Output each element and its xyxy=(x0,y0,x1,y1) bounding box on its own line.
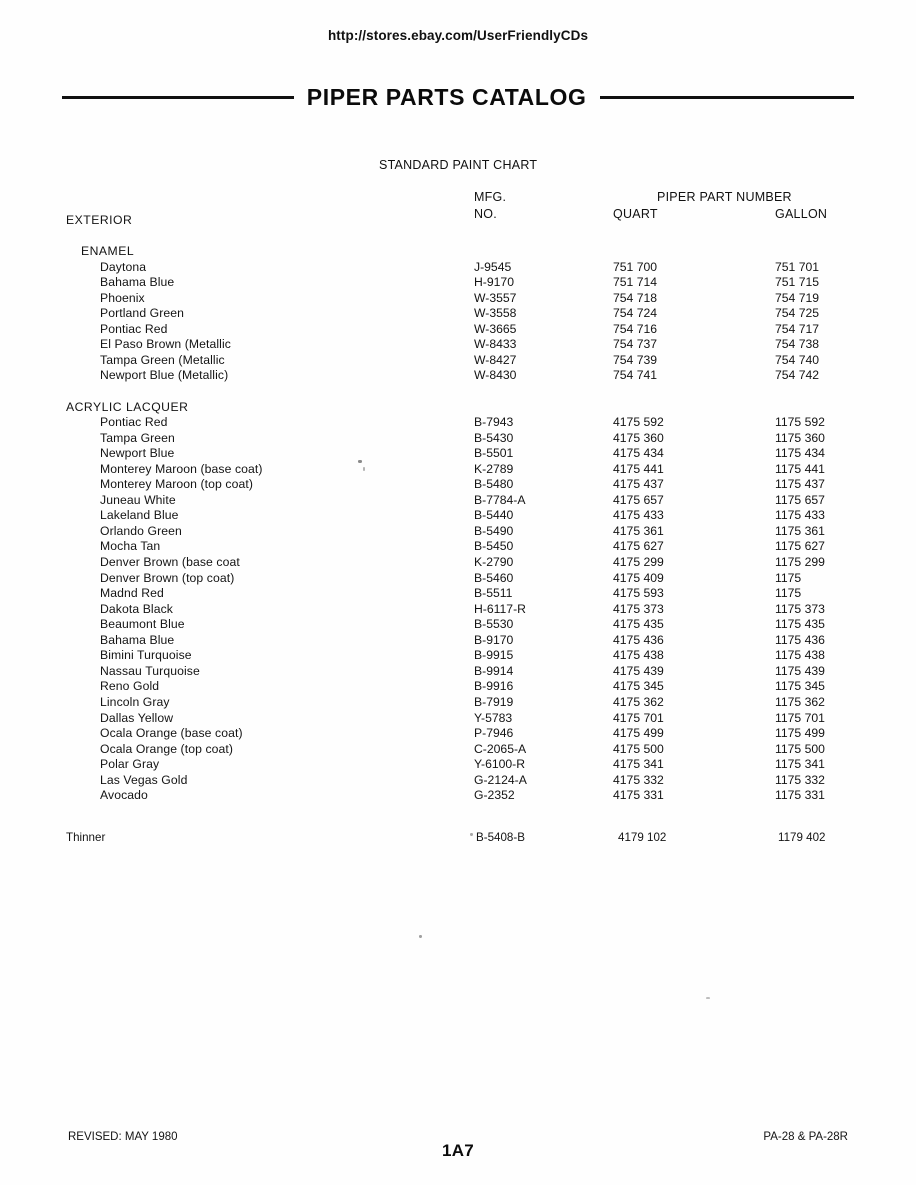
paint-row xyxy=(0,322,916,338)
paint-mfg-number: W-3558 xyxy=(474,306,517,321)
paint-color-name: Dallas Yellow xyxy=(100,710,174,725)
paint-mfg-number: Y-6100-R xyxy=(474,757,526,772)
paint-mfg-number: K-2789 xyxy=(474,461,514,476)
paint-gallon-part-number: 1175 500 xyxy=(775,741,825,756)
page-number: 1A7 xyxy=(441,1141,475,1160)
scan-speck-artifact xyxy=(419,935,422,938)
scan-speck-artifact xyxy=(363,467,365,471)
row-spacer xyxy=(0,229,916,245)
paint-quart-part-number: 4175 433 xyxy=(613,508,664,523)
paint-color-name: Lincoln Gray xyxy=(100,694,170,709)
chart-subtitle: STANDARD PAINT CHART xyxy=(379,158,538,172)
paint-color-name: Mocha Tan xyxy=(100,539,161,554)
paint-row xyxy=(0,726,916,742)
paint-gallon-part-number: 1175 361 xyxy=(775,523,825,538)
paint-quart-part-number: 4175 373 xyxy=(613,601,664,616)
paint-row xyxy=(0,757,916,773)
source-url: http://stores.ebay.com/UserFriendlyCDs xyxy=(327,28,589,43)
column-header-quart: QUART xyxy=(613,207,658,221)
paint-quart-part-number: 4175 362 xyxy=(613,694,664,709)
paint-quart-part-number: 4175 331 xyxy=(613,788,664,803)
paint-gallon-part-number: 1175 592 xyxy=(775,415,825,430)
paint-mfg-number: B-9915 xyxy=(474,648,514,663)
paint-mfg-number: B-5430 xyxy=(474,430,514,445)
paint-gallon-part-number: 754 717 xyxy=(775,321,820,336)
paint-quart-part-number: 4175 499 xyxy=(613,726,664,741)
paint-row xyxy=(0,477,916,493)
paint-gallon-part-number: 754 719 xyxy=(775,290,820,305)
paint-row xyxy=(0,462,916,478)
paint-gallon-part-number: 1175 657 xyxy=(775,492,825,507)
paint-row xyxy=(0,571,916,587)
paint-quart-part-number: 4175 299 xyxy=(613,555,664,570)
paint-quart-part-number: 4175 437 xyxy=(613,477,664,492)
paint-color-name: Monterey Maroon (top coat) xyxy=(100,477,253,492)
paint-color-name: Ocala Orange (top coat) xyxy=(100,741,234,756)
paint-color-name: Juneau White xyxy=(100,492,176,507)
paint-mfg-number: B-7919 xyxy=(474,694,514,709)
paint-row xyxy=(0,524,916,540)
paint-gallon-part-number: 1175 362 xyxy=(775,694,825,709)
scan-speck-artifact xyxy=(358,460,362,463)
paint-gallon-part-number: 754 725 xyxy=(775,306,820,321)
paint-quart-part-number: 754 716 xyxy=(613,321,658,336)
row-spacer xyxy=(0,384,916,400)
paint-color-name: Reno Gold xyxy=(100,679,160,694)
paint-color-name: Denver Brown (top coat) xyxy=(100,570,235,585)
paint-row xyxy=(0,446,916,462)
thinner-mfg-number: B-5408-B xyxy=(476,830,525,844)
section-heading-label: EXTERIOR xyxy=(66,213,133,227)
paint-color-name: Beaumont Blue xyxy=(100,617,185,632)
paint-color-name: Nassau Turquoise xyxy=(100,663,200,678)
title-rule-right xyxy=(600,96,854,99)
paint-row xyxy=(0,602,916,618)
paint-quart-part-number: 4175 439 xyxy=(613,663,664,678)
paint-mfg-number: B-9914 xyxy=(474,663,514,678)
paint-quart-part-number: 4175 592 xyxy=(613,415,664,430)
paint-row xyxy=(0,275,916,291)
paint-mfg-number: B-9170 xyxy=(474,632,514,647)
paint-quart-part-number: 4175 657 xyxy=(613,492,664,507)
paint-gallon-part-number: 1175 xyxy=(775,570,802,585)
paint-color-name: El Paso Brown (Metallic xyxy=(100,337,231,352)
paint-mfg-number: B-5440 xyxy=(474,508,514,523)
scan-speck-artifact xyxy=(470,833,473,836)
paint-row xyxy=(0,586,916,602)
model-applicability: PA-28 & PA-28R xyxy=(763,1131,848,1143)
paint-gallon-part-number: 1175 373 xyxy=(775,601,825,616)
paint-mfg-number: B-7784-A xyxy=(474,492,526,507)
paint-quart-part-number: 4175 332 xyxy=(613,772,664,787)
paint-quart-part-number: 4175 341 xyxy=(613,757,664,772)
paint-quart-part-number: 4175 436 xyxy=(613,632,664,647)
paint-mfg-number: G-2352 xyxy=(474,788,515,803)
paint-row xyxy=(0,555,916,571)
paint-gallon-part-number: 1175 435 xyxy=(775,617,825,632)
paint-row xyxy=(0,617,916,633)
paint-mfg-number: B-5450 xyxy=(474,539,514,554)
paint-row xyxy=(0,337,916,353)
paint-gallon-part-number: 1175 436 xyxy=(775,632,825,647)
paint-gallon-part-number: 751 715 xyxy=(775,275,820,290)
paint-row xyxy=(0,539,916,555)
paint-color-name: Denver Brown (base coat xyxy=(100,555,240,570)
paint-gallon-part-number: 1175 439 xyxy=(775,663,825,678)
row-spacer xyxy=(0,804,916,831)
paint-mfg-number: B-5490 xyxy=(474,523,514,538)
paint-color-name: Madnd Red xyxy=(100,586,164,601)
paint-color-name: Bahama Blue xyxy=(100,632,175,647)
paint-quart-part-number: 4175 627 xyxy=(613,539,664,554)
paint-color-name: Lakeland Blue xyxy=(100,508,179,523)
paint-row xyxy=(0,773,916,789)
paint-mfg-number: J-9545 xyxy=(474,259,512,274)
section-heading-label: ACRYLIC LACQUER xyxy=(66,399,189,414)
paint-quart-part-number: 751 714 xyxy=(613,275,658,290)
paint-mfg-number: Y-5783 xyxy=(474,710,513,725)
paint-quart-part-number: 4175 434 xyxy=(613,446,664,461)
paint-gallon-part-number: 1175 xyxy=(775,586,802,601)
paint-gallon-part-number: 1175 360 xyxy=(775,430,825,445)
paint-quart-part-number: 4175 435 xyxy=(613,617,664,632)
thinner-gallon-part-number: 1179 402 xyxy=(778,830,826,844)
paint-color-name: Portland Green xyxy=(100,306,185,321)
section-heading-label: ENAMEL xyxy=(81,244,135,259)
paint-row xyxy=(0,742,916,758)
paint-quart-part-number: 4175 593 xyxy=(613,586,664,601)
paint-quart-part-number: 4175 409 xyxy=(613,570,664,585)
paint-color-name: Pontiac Red xyxy=(100,415,168,430)
paint-quart-part-number: 4175 701 xyxy=(613,710,664,725)
paint-mfg-number: B-5511 xyxy=(474,586,513,601)
document-title-bar xyxy=(62,84,854,111)
paint-mfg-number: G-2124-A xyxy=(474,772,527,787)
paint-gallon-part-number: 754 740 xyxy=(775,352,820,367)
paint-color-name: Newport Blue (Metallic) xyxy=(100,368,229,383)
paint-gallon-part-number: 1175 434 xyxy=(775,446,825,461)
paint-row xyxy=(0,493,916,509)
paint-color-name: Ocala Orange (base coat) xyxy=(100,726,243,741)
paint-mfg-number: W-8427 xyxy=(474,352,517,367)
paint-mfg-number: B-5530 xyxy=(474,617,514,632)
paint-mfg-number: B-5480 xyxy=(474,477,514,492)
paint-gallon-part-number: 1175 627 xyxy=(775,539,825,554)
paint-gallon-part-number: 1175 701 xyxy=(775,710,825,725)
paint-color-name: Daytona xyxy=(100,259,147,274)
column-header-gallon: GALLON xyxy=(775,207,828,221)
paint-quart-part-number: 4175 441 xyxy=(613,461,664,476)
paint-mfg-number: B-5501 xyxy=(474,446,514,461)
paint-quart-part-number: 754 737 xyxy=(613,337,658,352)
section-heading-row xyxy=(0,213,916,229)
paint-mfg-number: W-3557 xyxy=(474,290,517,305)
paint-row xyxy=(0,711,916,727)
paint-gallon-part-number: 1175 499 xyxy=(775,726,825,741)
paint-color-name: Bahama Blue xyxy=(100,275,175,290)
paint-color-name: Polar Gray xyxy=(100,757,160,772)
paint-mfg-number: W-8430 xyxy=(474,368,517,383)
paint-mfg-number: B-7943 xyxy=(474,415,514,430)
paint-mfg-number: K-2790 xyxy=(474,555,514,570)
paint-row xyxy=(0,306,916,322)
paint-mfg-number: W-3665 xyxy=(474,321,517,336)
paint-quart-part-number: 754 724 xyxy=(613,306,658,321)
paint-quart-part-number: 751 700 xyxy=(613,259,658,274)
paint-row xyxy=(0,415,916,431)
paint-quart-part-number: 4175 500 xyxy=(613,741,664,756)
paint-mfg-number: B-5460 xyxy=(474,570,514,585)
paint-gallon-part-number: 1175 437 xyxy=(775,477,825,492)
paint-row xyxy=(0,291,916,307)
paint-gallon-part-number: 1175 299 xyxy=(775,555,825,570)
paint-gallon-part-number: 1175 341 xyxy=(775,757,825,772)
paint-row xyxy=(0,353,916,369)
paint-row xyxy=(0,664,916,680)
paint-row xyxy=(0,695,916,711)
paint-gallon-part-number: 1175 332 xyxy=(775,772,825,787)
paint-quart-part-number: 754 741 xyxy=(613,368,658,383)
paint-row xyxy=(0,431,916,447)
paint-color-name: Tampa Green (Metallic xyxy=(100,352,225,367)
title-rule-left xyxy=(62,96,294,99)
paint-color-name: Bimini Turquoise xyxy=(100,648,192,663)
paint-row xyxy=(0,260,916,276)
paint-row xyxy=(0,508,916,524)
paint-row xyxy=(0,679,916,695)
paint-mfg-number: W-8433 xyxy=(474,337,517,352)
paint-quart-part-number: 4175 345 xyxy=(613,679,664,694)
paint-gallon-part-number: 754 742 xyxy=(775,368,820,383)
paint-color-name: Newport Blue xyxy=(100,446,175,461)
paint-chart-table xyxy=(0,213,916,846)
column-header-mfg-line2: NO. xyxy=(474,207,497,221)
paint-quart-part-number: 4175 360 xyxy=(613,430,664,445)
paint-row xyxy=(0,788,916,804)
paint-color-name: Monterey Maroon (base coat) xyxy=(100,461,263,476)
paint-color-name: Avocado xyxy=(100,788,148,803)
paint-gallon-part-number: 751 701 xyxy=(775,259,820,274)
section-heading-row xyxy=(0,244,916,260)
paint-quart-part-number: 754 718 xyxy=(613,290,658,305)
paint-quart-part-number: 4175 361 xyxy=(613,523,664,538)
thinner-label: Thinner xyxy=(66,830,106,844)
paint-row xyxy=(0,648,916,664)
revision-date: REVISED: MAY 1980 xyxy=(68,1131,178,1143)
page-footer xyxy=(0,1105,916,1185)
paint-mfg-number: P-7946 xyxy=(474,726,514,741)
paint-row xyxy=(0,368,916,384)
thinner-row xyxy=(0,831,916,847)
paint-color-name: Phoenix xyxy=(100,290,145,305)
paint-gallon-part-number: 1175 433 xyxy=(775,508,825,523)
paint-quart-part-number: 754 739 xyxy=(613,352,658,367)
paint-color-name: Dakota Black xyxy=(100,601,174,616)
page-title: PIPER PARTS CATALOG xyxy=(306,84,587,110)
column-header-mfg-line1: MFG. xyxy=(474,190,507,204)
paint-gallon-part-number: 1175 345 xyxy=(775,679,825,694)
paint-mfg-number: H-6117-R xyxy=(474,601,526,616)
column-header-piper-part-number: PIPER PART NUMBER xyxy=(657,190,792,204)
thinner-quart-part-number: 4179 102 xyxy=(618,830,667,844)
paint-mfg-number: C-2065-A xyxy=(474,741,527,756)
paint-mfg-number: B-9916 xyxy=(474,679,514,694)
paint-quart-part-number: 4175 438 xyxy=(613,648,664,663)
paint-gallon-part-number: 1175 331 xyxy=(775,788,825,803)
section-heading-row xyxy=(0,400,916,416)
paint-color-name: Tampa Green xyxy=(100,430,175,445)
paint-gallon-part-number: 754 738 xyxy=(775,337,820,352)
paint-gallon-part-number: 1175 441 xyxy=(775,461,825,476)
paint-gallon-part-number: 1175 438 xyxy=(775,648,825,663)
scan-speck-artifact xyxy=(706,997,710,999)
paint-color-name: Pontiac Red xyxy=(100,321,168,336)
paint-color-name: Orlando Green xyxy=(100,523,182,538)
paint-mfg-number: H-9170 xyxy=(474,275,514,290)
paint-color-name: Las Vegas Gold xyxy=(100,772,188,787)
paint-row xyxy=(0,633,916,649)
